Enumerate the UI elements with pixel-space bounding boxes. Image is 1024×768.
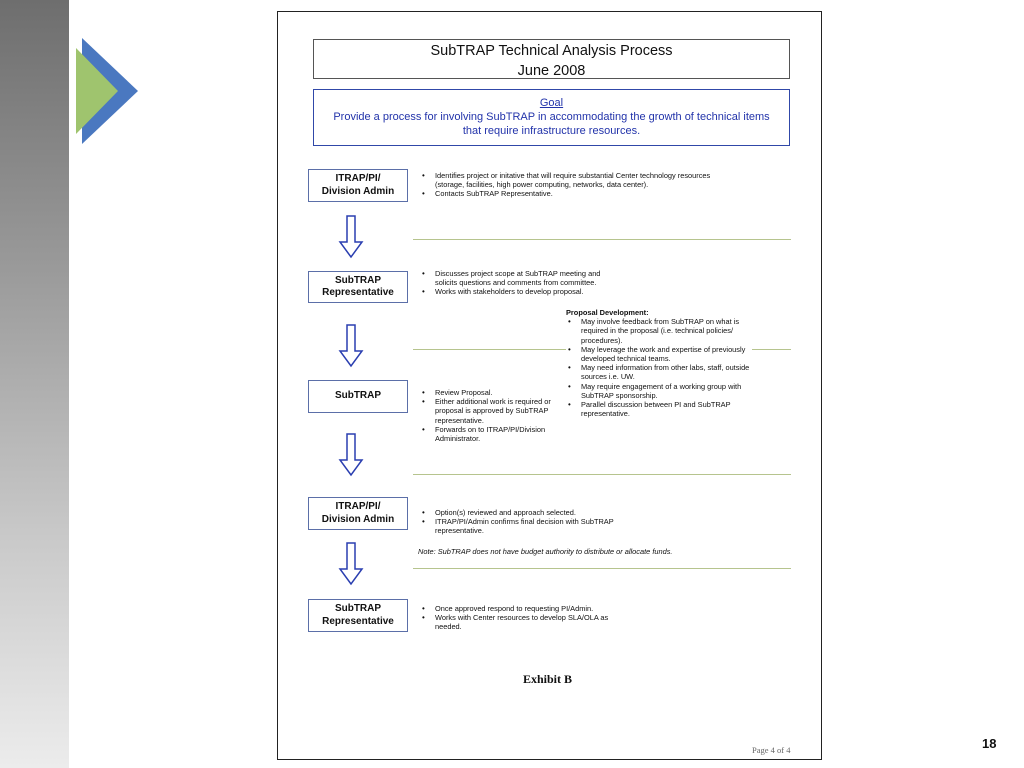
node-label-line1: ITRAP/PI/: [335, 173, 381, 184]
list-item: • May involve feedback from SubTRAP on what is required in the proposal (i.e. technical policies/ procedures).: [566, 317, 752, 345]
node-subtrap-representative: [308, 599, 408, 632]
chevron-arrow-icon: [76, 38, 138, 144]
goal-box: [313, 89, 790, 146]
node-label-line1: SubTRAP: [334, 390, 382, 402]
goal-text-line1: Provide a process for involving SubTRAP in accommodating the growth of technical items: [333, 111, 770, 123]
node-subtrap: [308, 380, 408, 413]
list-item: • Identifies project or initative that will require substantial Center technology resources (storage, facilities, high power computing, networks, data center).: [420, 171, 740, 189]
list-item: • Works with Center resources to develop SLA/OLA as needed.: [420, 613, 620, 631]
goal-heading: Goal: [539, 97, 564, 109]
budget-note: Note: SubTRAP does not have budget authority to distribute or allocate funds.: [418, 547, 673, 556]
node-label-line2: Division Admin: [321, 513, 395, 525]
node-label-line2: Representative: [322, 615, 394, 627]
proposal-development-list: [566, 317, 752, 418]
down-arrow-icon: [338, 324, 364, 368]
list-item: • Either additional work is required or proposal is approved by SubTRAP representative.: [420, 397, 570, 425]
divider-line: [413, 568, 791, 569]
document-title: SubTRAP Technical Analysis Process: [430, 43, 673, 59]
step2-bullet-list: [420, 269, 618, 297]
down-arrow-icon: [338, 433, 364, 477]
step3-bullet-list: [420, 388, 570, 443]
proposal-development-title: Proposal Development:: [566, 308, 649, 317]
list-item: • Forwards on to ITRAP/PI/Division Administrator.: [420, 425, 570, 443]
slide-number: 18: [982, 736, 997, 751]
list-item: • Parallel discussion between PI and SubTRAP representative.: [566, 400, 752, 418]
left-gradient-bar: [0, 0, 69, 768]
document-date: June 2008: [517, 63, 586, 79]
divider-line: [413, 474, 791, 475]
step5-bullet-list: [420, 604, 620, 632]
node-label-line2: Representative: [322, 287, 394, 298]
node-subtrap-representative: [308, 271, 408, 303]
proposal-development-panel: [566, 308, 752, 418]
exhibit-label: Exhibit B: [523, 672, 573, 686]
node-itrap-division-admin: [308, 497, 408, 530]
list-item: • Option(s) reviewed and approach selected.: [420, 508, 640, 517]
node-label-line1: ITRAP/PI/: [335, 501, 381, 512]
page-number-label: Page 4 of 4: [752, 745, 791, 755]
list-item: • May require engagement of a working group with SubTRAP sponsorship.: [566, 382, 752, 400]
step1-bullet-list: [420, 171, 740, 199]
list-item: • Discusses project scope at SubTRAP meeting and solicits questions and comments from committee.: [420, 269, 618, 287]
list-item: • May leverage the work and expertise of previously developed technical teams.: [566, 345, 752, 363]
down-arrow-icon: [338, 542, 364, 586]
list-item: • May need information from other labs, staff, outside sources i.e. UW.: [566, 363, 752, 381]
list-item: • Once approved respond to requesting PI/Admin.: [420, 604, 620, 613]
node-label-line1: SubTRAP: [334, 274, 382, 286]
goal-text-line2: that require infrastructure resources.: [462, 125, 641, 137]
down-arrow-icon: [338, 215, 364, 259]
node-itrap-division-admin: [308, 169, 408, 202]
node-label-line1: SubTRAP: [334, 603, 382, 614]
node-label-line2: Division Admin: [321, 185, 395, 197]
list-item: • ITRAP/PI/Admin confirms final decision with SubTRAP representative.: [420, 517, 640, 535]
list-item: • Contacts SubTRAP Representative.: [420, 189, 740, 198]
step4-bullet-list: [420, 508, 640, 536]
list-item: • Review Proposal.: [420, 388, 570, 397]
document-page: [277, 11, 822, 760]
document-title-box: [313, 39, 790, 79]
list-item: • Works with stakeholders to develop proposal.: [420, 287, 618, 296]
divider-line: [413, 239, 791, 240]
